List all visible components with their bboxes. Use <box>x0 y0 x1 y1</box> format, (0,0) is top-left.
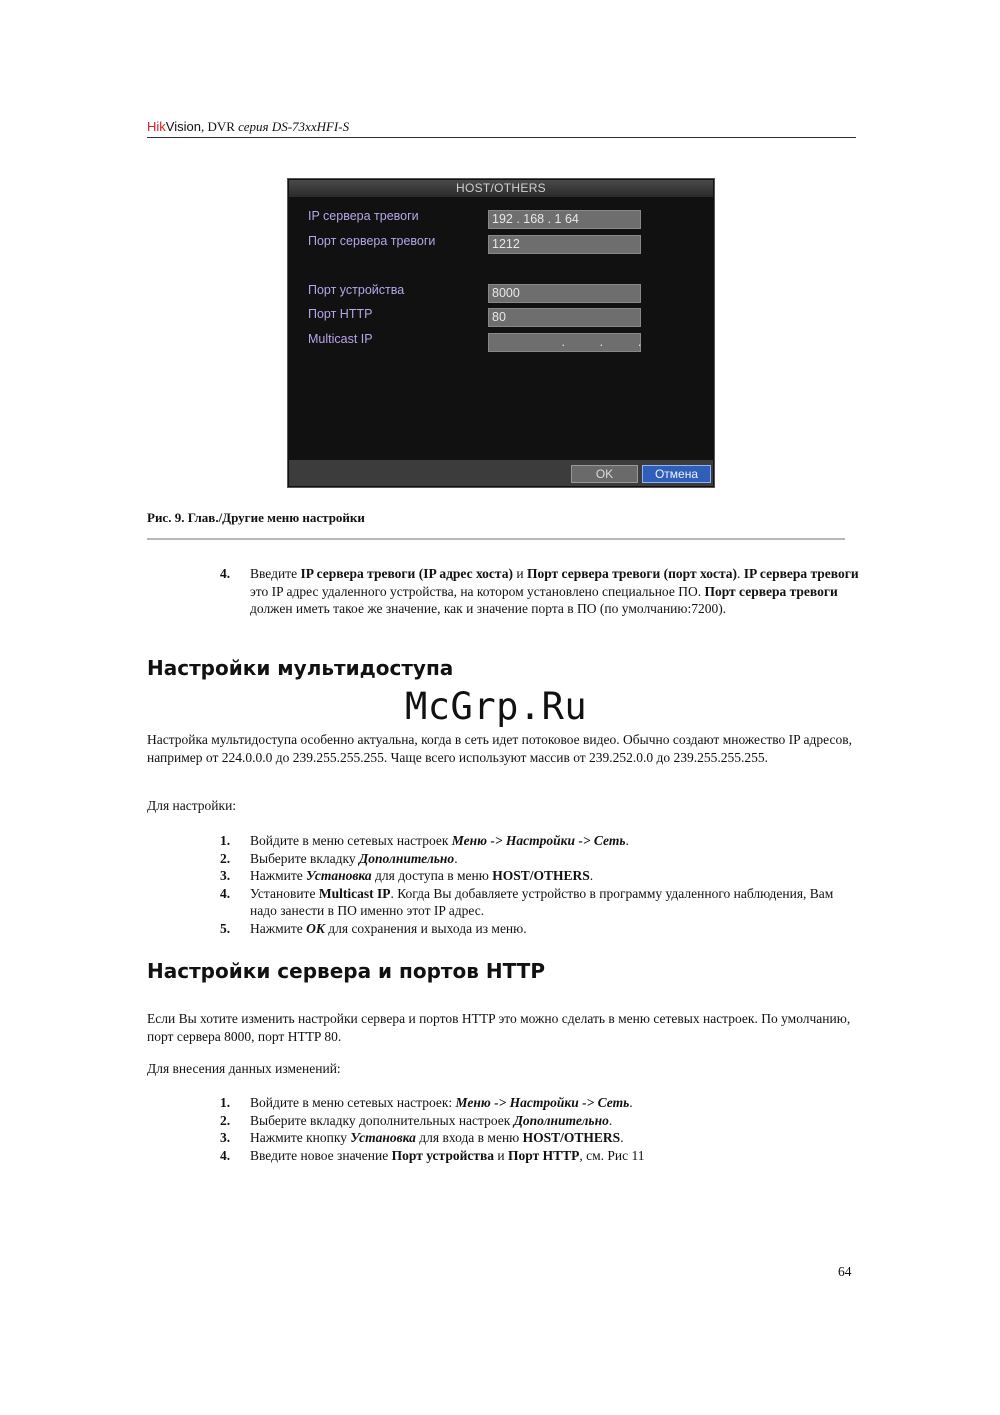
http-lead: Для внесения данных изменений: <box>147 1061 341 1076</box>
list-item: 1. Войдите в меню сетевых настроек: Меню -> Настройки -> Сеть. <box>220 1095 633 1110</box>
multicast-ip-label: Multicast IP <box>308 332 373 346</box>
step-number: 4. <box>220 885 231 901</box>
caption-rule <box>147 538 845 540</box>
section-heading-http: Настройки сервера и портов HTTP <box>147 959 545 983</box>
alarm-server-ip-field: 192 . 168 . 1 64 <box>488 210 641 229</box>
multicast-ip-field: . . . <box>488 333 641 352</box>
dvr-host-others-screenshot <box>287 178 715 488</box>
http-port-field: 80 <box>488 308 641 327</box>
brand-vision: Vision <box>165 119 201 134</box>
list-item: 2. Выберите вкладку дополнительных настроек Дополнительно. <box>220 1112 613 1128</box>
list-item: 1. Войдите в меню сетевых настроек Меню -> Настройки -> Сеть. <box>220 833 629 848</box>
list-item: 3. Нажмите кнопку Установка для входа в меню HOST/OTHERS. <box>220 1130 624 1145</box>
brand-hik: Hik <box>147 119 166 134</box>
cancel-button: Отмена <box>642 465 711 483</box>
step-number: 4. <box>220 566 231 581</box>
http-steps <box>220 1094 860 1164</box>
step-number: 5. <box>220 920 231 936</box>
page-number: 64 <box>838 1264 852 1279</box>
step-number: 2. <box>220 1112 231 1128</box>
list-item: 2. Выберите вкладку Дополнительно. <box>220 850 458 866</box>
step-number: 3. <box>220 868 231 883</box>
section-heading-multicast: Настройки мультидоступа <box>147 656 454 680</box>
list-item: 3. Нажмите Установка для доступа в меню HOST/OTHERS. <box>220 868 594 883</box>
multicast-steps <box>220 832 860 937</box>
alarm-server-port-field: 1212 <box>488 235 641 254</box>
alarm-server-ip-label: IP сервера тревоги <box>308 209 419 223</box>
list-item: 4. Установите Multicast IP. Когда Вы добавляете устройство в программу удаленного наблюдения, Вам надо занести в ПО именно этот IP адрес. <box>220 885 834 918</box>
header-rule <box>147 137 856 138</box>
watermark: McGrp.Ru <box>405 685 588 728</box>
http-port-label: Порт HTTP <box>308 307 373 321</box>
dvr-menu-footer <box>289 460 713 486</box>
step-number: 4. <box>220 1147 231 1163</box>
alarm-server-port-label: Порт сервера тревоги <box>308 234 436 248</box>
multicast-paragraph: Настройка мультидоступа особенно актуальна, когда в сеть идет потоковое видео. Обычно создают множество IP адресов, например от 224.0.0.0 до 239.255.255.255. Чаще всего используют массив от 239.252.0.0 до 239.255.255.255. <box>147 732 852 765</box>
alarm-server-step <box>220 565 860 618</box>
dvr-menu-title: HOST/OTHERS <box>289 180 713 197</box>
step-number: 1. <box>220 833 231 848</box>
step-number: 1. <box>220 1095 231 1110</box>
multicast-lead: Для настройки: <box>147 798 237 813</box>
page-header <box>147 119 855 139</box>
step-number: 3. <box>220 1130 231 1145</box>
device-port-field: 8000 <box>488 284 641 303</box>
device-port-label: Порт устройства <box>308 283 405 297</box>
http-paragraph: Если Вы хотите изменить настройки сервера и портов HTTP это можно сделать в меню сетевых настроек. По умолчанию, порт сервера 8000, порт HTTP 80. <box>147 1011 851 1044</box>
list-item: 4. Введите IP сервера тревоги (IP адрес хоста) и Порт сервера тревоги (порт хоста). IP сервера тревоги это IP адрес удаленного устройства, на котором установлено специальное ПО. Порт сервера тревоги должен иметь такое же значение, как и значение порта в ПО (по умолчанию:7200). <box>220 566 859 616</box>
figure-caption: Рис. 9. Глав./Другие меню настройки <box>147 510 365 525</box>
step-number: 2. <box>220 850 231 866</box>
header-separator: , DVR <box>200 119 239 134</box>
list-item: 4. Введите новое значение Порт устройства и Порт HTTP, см. Рис 11 <box>220 1147 645 1163</box>
ok-button: OK <box>571 465 638 483</box>
header-series: серия DS-73xxHFI-S <box>238 119 350 134</box>
list-item: 5. Нажмите OK для сохранения и выхода из меню. <box>220 920 527 936</box>
